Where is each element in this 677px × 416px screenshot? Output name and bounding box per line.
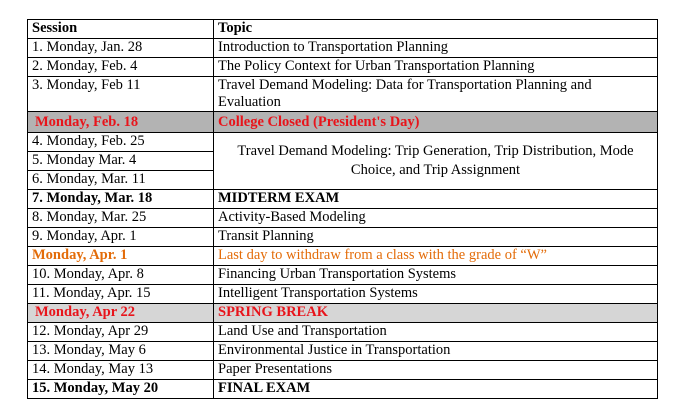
header-row xyxy=(28,20,658,39)
session-cell: 6. Monday, Mar. 11 xyxy=(28,171,214,190)
table-row xyxy=(28,323,658,342)
table-row xyxy=(28,266,658,285)
exam-row xyxy=(28,190,658,209)
session-cell: 2. Monday, Feb. 4 xyxy=(28,58,214,77)
topic-cell: Transit Planning xyxy=(214,228,658,247)
break-row xyxy=(28,304,658,323)
topic-cell: College Closed (President's Day) xyxy=(214,112,658,133)
session-cell: 9. Monday, Apr. 1 xyxy=(28,228,214,247)
topic-cell: Travel Demand Modeling: Data for Transportation Planning and Evaluation xyxy=(214,77,658,112)
session-cell: 14. Monday, May 13 xyxy=(28,361,214,380)
table-row xyxy=(28,39,658,58)
table-row xyxy=(28,77,658,112)
topic-cell: Environmental Justice in Transportation xyxy=(214,342,658,361)
session-cell: 3. Monday, Feb 11 xyxy=(28,77,214,112)
topic-cell: Land Use and Transportation xyxy=(214,323,658,342)
topic-cell-merged: Travel Demand Modeling: Trip Generation, Trip Distribution, Mode Choice, and Trip Assignment xyxy=(214,133,658,190)
table-row xyxy=(28,285,658,304)
topic-cell: Introduction to Transportation Planning xyxy=(214,39,658,58)
session-cell: 7. Monday, Mar. 18 xyxy=(28,190,214,209)
exam-row xyxy=(28,380,658,399)
topic-cell: Financing Urban Transportation Systems xyxy=(214,266,658,285)
table-row xyxy=(28,133,658,152)
session-cell: 10. Monday, Apr. 8 xyxy=(28,266,214,285)
table-row xyxy=(28,228,658,247)
topic-column-header: Topic xyxy=(214,20,658,39)
deadline-row xyxy=(28,247,658,266)
session-cell: Monday, Apr. 1 xyxy=(28,247,214,266)
topic-cell: Activity-Based Modeling xyxy=(214,209,658,228)
session-cell: 4. Monday, Feb. 25 xyxy=(28,133,214,152)
table-row xyxy=(28,209,658,228)
session-cell: 13. Monday, May 6 xyxy=(28,342,214,361)
session-cell: 5. Monday Mar. 4 xyxy=(28,152,214,171)
session-cell: 11. Monday, Apr. 15 xyxy=(28,285,214,304)
topic-cell: SPRING BREAK xyxy=(214,304,658,323)
holiday-row xyxy=(28,112,658,133)
topic-cell: Intelligent Transportation Systems xyxy=(214,285,658,304)
topic-cell: MIDTERM EXAM xyxy=(214,190,658,209)
topic-cell: FINAL EXAM xyxy=(214,380,658,399)
topic-cell: The Policy Context for Urban Transportation Planning xyxy=(214,58,658,77)
table-row xyxy=(28,342,658,361)
table-row xyxy=(28,58,658,77)
schedule-table xyxy=(27,19,658,399)
session-column-header: Session xyxy=(28,20,214,39)
session-cell: Monday, Apr 22 xyxy=(28,304,214,323)
session-cell: 1. Monday, Jan. 28 xyxy=(28,39,214,58)
topic-cell: Last day to withdraw from a class with the grade of “W” xyxy=(214,247,658,266)
session-cell: 12. Monday, Apr 29 xyxy=(28,323,214,342)
session-cell: 8. Monday, Mar. 25 xyxy=(28,209,214,228)
table-row xyxy=(28,361,658,380)
session-cell: Monday, Feb. 18 xyxy=(28,112,214,133)
topic-cell: Paper Presentations xyxy=(214,361,658,380)
session-cell: 15. Monday, May 20 xyxy=(28,380,214,399)
